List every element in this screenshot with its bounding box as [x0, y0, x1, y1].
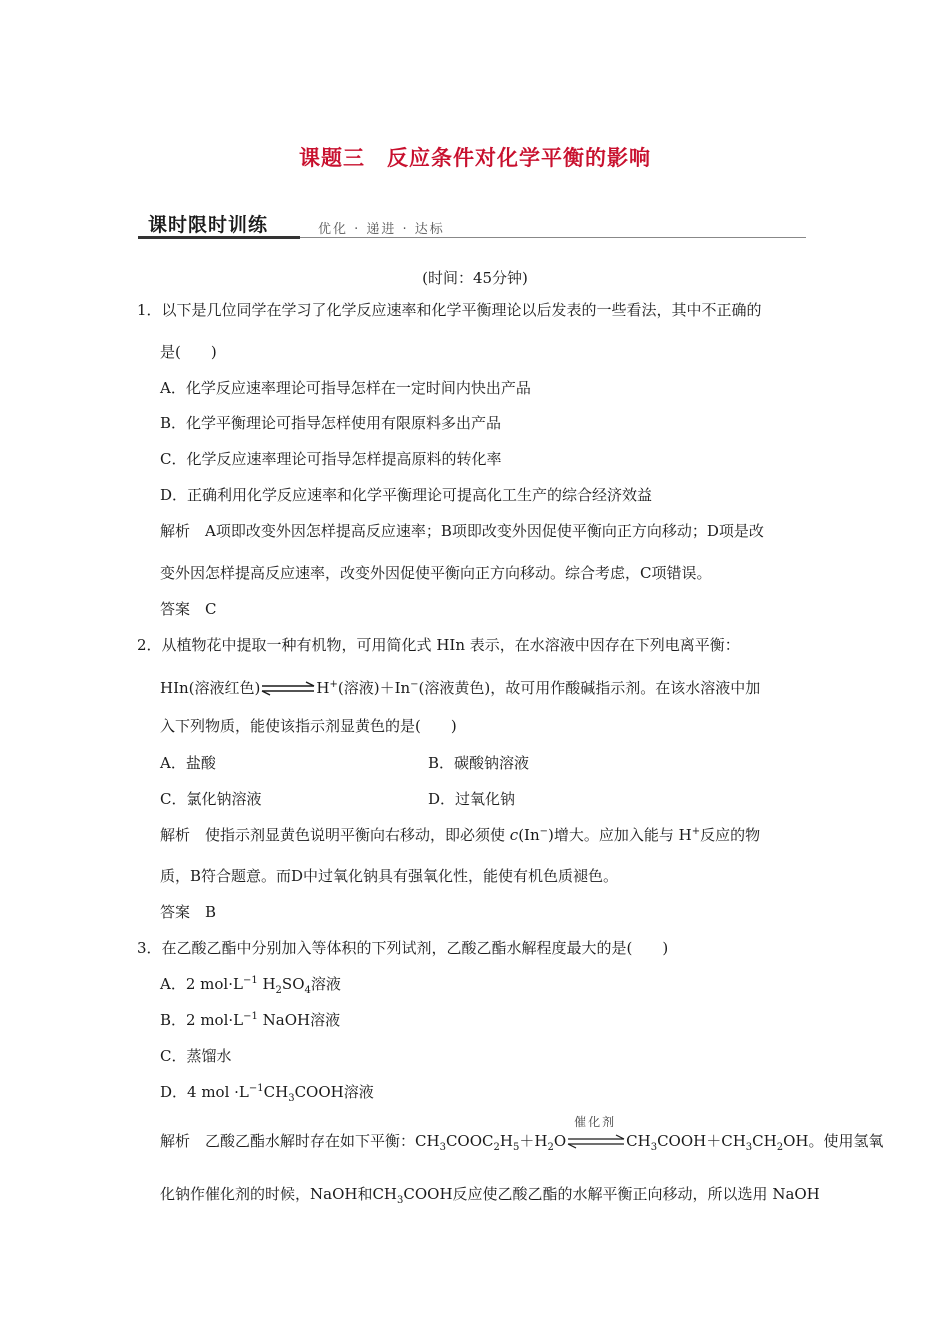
q1-option-a: A．化学反应速率理论可指导怎样在一定时间内快出产品: [160, 379, 531, 397]
q3-ana2-t2: COOH反应使乙酸乙酯的水解平衡正向移动，所以选用 NaOH: [403, 1185, 820, 1203]
section-bar-light: [300, 237, 806, 238]
q2-ana-c: c: [509, 826, 519, 844]
q2-ana-text3: )增大。应加入能与 H: [548, 826, 692, 844]
q3-analysis-line1: [160, 1115, 884, 1153]
q2-ana-sup1: −: [539, 826, 549, 837]
q2-analysis-line2: 质，B符合题意。而D中过氧化钠具有强氧化性，能使有机色质褪色。: [160, 867, 619, 885]
q3-d-sup: −1: [248, 1083, 264, 1094]
q3-a-s2: 4: [304, 985, 311, 996]
section-title: 课时限时训练: [148, 214, 269, 236]
q3-a-s1: 2: [275, 985, 282, 996]
q3-d-f1: CH: [263, 1083, 289, 1101]
q2-option-d: D．过氧化钠: [428, 790, 516, 808]
q3-ana-t3: H: [499, 1132, 513, 1150]
q2-option-c: C．氯化钠溶液: [160, 790, 262, 808]
q3-b-post: NaOH溶液: [257, 1011, 341, 1029]
q2-equation-line: [160, 678, 760, 699]
q3-ana-t1: 解析 乙酸乙酯水解时存在如下平衡：CH: [160, 1132, 440, 1150]
q3-d-post: COOH溶液: [294, 1083, 374, 1101]
q2-ana-text2: (In: [518, 826, 540, 844]
q3-a-f1: H: [257, 975, 276, 993]
q1-stem-line1: 1．以下是几位同学在学习了化学反应速率和化学平衡理论以后发表的一些看法，其中不正确的: [137, 301, 762, 319]
q3-stem: 3．在乙酸乙酯中分别加入等体积的下列试剂，乙酸乙酯水解程度最大的是( ): [137, 939, 669, 957]
q3-d-pre: D．4 mol ·L: [160, 1083, 249, 1101]
q3-ana-t7: COOH＋CH: [657, 1132, 746, 1150]
q2-ana-sup2: +: [691, 826, 701, 837]
q2-eq-left: HIn(溶液红色): [160, 679, 261, 697]
q3-d-s1: 3: [288, 1093, 295, 1104]
q1-option-d: D．正确利用化学反应速率和化学平衡理论可提高化工生产的综合经济效益: [160, 486, 653, 504]
q3-ana2-t1: 化钠作催化剂的时候，NaOH和CH: [160, 1185, 398, 1203]
q3-option-a: [160, 974, 341, 994]
section-bar-dark: [138, 236, 300, 239]
q3-option-d: [160, 1082, 374, 1102]
q3-ana-s2: 2: [493, 1142, 500, 1153]
q3-ana-s5: 3: [650, 1142, 658, 1153]
q3-ana-s3: 5: [512, 1142, 520, 1153]
q2-eq-h: H: [316, 679, 330, 697]
q3-ana-s7: 2: [776, 1142, 784, 1153]
q2-stem-line1: 2．从植物花中提取一种有机物，可用简化式 HIn 表示，在水溶液中因存在下列电离平衡：: [137, 636, 740, 654]
section-header: [138, 210, 806, 240]
q2-option-b: B．碳酸钠溶液: [428, 754, 530, 772]
q3-ana-t5: O: [553, 1132, 567, 1150]
q1-stem-line2: 是( ): [160, 343, 217, 361]
q1-analysis-line1: 解析 A项即改变外因怎样提高反应速率；B项即改变外因促使平衡向正方向移动；D项是改: [160, 522, 764, 540]
q3-ana-s6: 3: [745, 1142, 753, 1153]
q3-b-sup: −1: [243, 1011, 258, 1022]
q3-a-pre: A．2 mol·L: [160, 975, 243, 993]
q2-answer: 答案 B: [160, 903, 217, 921]
q3-ana-s4: 2: [547, 1142, 554, 1153]
catalyst-equilibrium-arrow-icon: [566, 1115, 626, 1152]
q3-ana-t9: OH。使用氢氧: [783, 1132, 884, 1150]
q3-ana-s1: 3: [439, 1142, 446, 1153]
q2-eq-right: (溶液黄色)，故可用作酸碱指示剂。在该水溶液中加: [418, 679, 761, 697]
q3-option-b: [160, 1010, 340, 1030]
q1-option-b: B．化学平衡理论可指导怎样使用有限原料多出产品: [160, 414, 502, 432]
equilibrium-arrow-icon: [260, 679, 316, 699]
q2-analysis-line1: [160, 825, 760, 845]
q3-ana2-s1: 3: [397, 1195, 404, 1206]
q2-eq-mid: (溶液)＋In: [337, 679, 411, 697]
q3-analysis-line2: [160, 1184, 820, 1204]
q3-a-f2: SO: [281, 975, 305, 993]
q3-ana-t8: CH: [752, 1132, 777, 1150]
q2-eq-h-charge: +: [329, 679, 338, 690]
q1-answer: 答案 C: [160, 600, 217, 618]
q2-option-a: A．盐酸: [160, 754, 216, 772]
section-subtitle: 优化 · 递进 · 达标: [318, 222, 445, 237]
q2-ana-text1: 解析 使指示剂显黄色说明平衡向右移动，即必须使: [160, 826, 510, 844]
q1-analysis-line2: 变外因怎样提高反应速率，改变外因促使平衡向正方向移动。综合考虑，C项错误。: [160, 564, 712, 582]
q3-option-c: C．蒸馏水: [160, 1047, 232, 1065]
q1-option-c: C．化学反应速率理论可指导怎样提高原料的转化率: [160, 450, 502, 468]
page-title: 课题三 反应条件对化学平衡的影响: [299, 146, 651, 170]
q2-eq-in-charge: −: [410, 679, 419, 690]
q3-a-sup: −1: [242, 975, 258, 986]
time-limit: (时间：45分钟): [422, 269, 528, 287]
q3-ana-t4: ＋H: [519, 1132, 548, 1150]
q3-b-pre: B．2 mol·L: [160, 1011, 244, 1029]
q2-ana-text4: 反应的物: [700, 826, 761, 844]
q3-ana-t6: CH: [626, 1132, 651, 1150]
q3-a-post: 溶液: [310, 975, 341, 993]
q3-ana-t2: COOC: [445, 1132, 494, 1150]
q2-stem-line3: 入下列物质，能使该指示剂显黄色的是( ): [160, 717, 457, 735]
catalyst-label: 催化剂: [574, 1115, 617, 1129]
